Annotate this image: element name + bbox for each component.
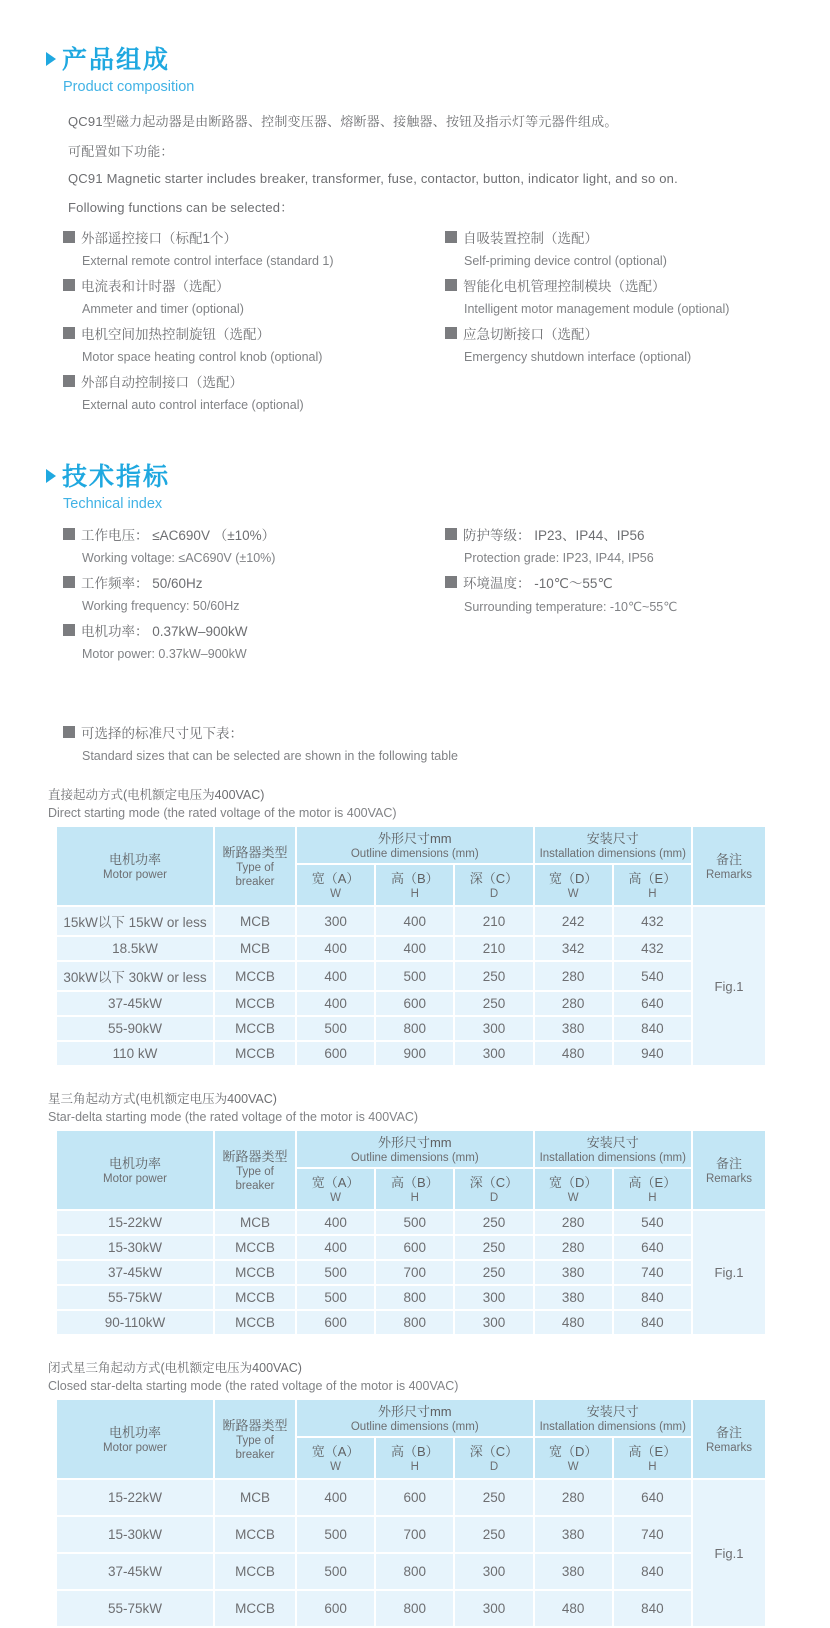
dimension-cell: 600 — [297, 1042, 374, 1065]
breaker-type-cell: MCCB — [215, 992, 295, 1015]
dimension-cell: 300 — [455, 1286, 532, 1309]
list-item — [63, 524, 445, 565]
dimension-cell: 400 — [297, 1211, 374, 1234]
feature-label-en: Self-priming device control (optional) — [464, 254, 667, 268]
dimension-cell: 500 — [297, 1554, 374, 1589]
dimension-cell: 300 — [455, 1311, 532, 1334]
table-title-cn: 闭式星三角起动方式(电机额定电压为400VAC) — [48, 1361, 302, 1375]
motor-power-cell: 55-75kW — [57, 1591, 213, 1626]
motor-power-cell: 90-110kW — [57, 1311, 213, 1334]
header-breaker-type: 断路器类型 Type of breaker — [215, 827, 295, 905]
motor-power-cell: 15-22kW — [57, 1480, 213, 1515]
table-row — [57, 1286, 765, 1309]
header-remarks: 备注 Remarks — [693, 1131, 765, 1209]
list-item — [445, 275, 827, 316]
motor-power-cell: 15-30kW — [57, 1236, 213, 1259]
dimension-cell: 400 — [297, 1480, 374, 1515]
table-row — [57, 937, 765, 960]
dimension-cell: 640 — [614, 1480, 691, 1515]
feature-label-en: Intelligent motor management module (optional) — [464, 302, 730, 316]
table-row — [57, 1261, 765, 1284]
header-outline-dimensions: 外形尺寸mm Outline dimensions (mm) — [297, 827, 533, 863]
spec-label-en: Working voltage: ≤AC690V (±10%) — [82, 551, 276, 565]
dimension-cell: 800 — [376, 1311, 453, 1334]
motor-power-cell: 15kW以下 15kW or less — [57, 907, 213, 935]
list-item — [445, 227, 827, 268]
table-header — [57, 827, 765, 905]
dimension-cell: 280 — [535, 1211, 612, 1234]
dimension-cell: 300 — [455, 1017, 532, 1040]
table-row — [57, 1236, 765, 1259]
standard-sizes-note — [63, 722, 830, 763]
dimension-cell: 280 — [535, 992, 612, 1015]
note-en: Standard sizes that can be selected are shown in the following table — [82, 749, 458, 763]
size-table-section-closed-star-delta — [48, 1358, 830, 1628]
dimension-cell: 300 — [297, 907, 374, 935]
feature-label-cn: 电流表和计时器（选配） — [81, 279, 230, 294]
table-title-en: Closed star-delta starting mode (the rated voltage of the motor is 400VAC) — [48, 1379, 459, 1393]
list-item — [63, 227, 445, 268]
breaker-type-cell: MCB — [215, 1480, 295, 1515]
note-cn: 可选择的标准尺寸见下表： — [81, 726, 243, 741]
spec-label-cn: 工作电压： ≤AC690V （±10%） — [81, 528, 276, 543]
table-row — [57, 1042, 765, 1065]
dimension-cell: 600 — [376, 1480, 453, 1515]
list-item — [445, 323, 827, 364]
size-table-section-direct — [48, 785, 830, 1067]
dimension-cell: 800 — [376, 1286, 453, 1309]
breaker-type-cell: MCCB — [215, 962, 295, 990]
header-outline-dimensions: 外形尺寸mm Outline dimensions (mm) — [297, 1400, 533, 1436]
header-motor-power: 电机功率 Motor power — [57, 1400, 213, 1478]
feature-label-cn: 智能化电机管理控制模块（选配） — [463, 279, 666, 294]
feature-label-cn: 应急切断接口（选配） — [463, 327, 598, 342]
dimension-cell: 500 — [297, 1261, 374, 1284]
dimension-cell: 242 — [535, 907, 612, 935]
arrow-right-icon — [46, 52, 56, 66]
dimension-cell: 800 — [376, 1591, 453, 1626]
dimension-cell: 400 — [297, 992, 374, 1015]
dimension-cell: 250 — [455, 1211, 532, 1234]
motor-power-cell: 55-75kW — [57, 1286, 213, 1309]
table-body — [57, 1480, 765, 1626]
table-header — [57, 1400, 765, 1478]
section-product-composition — [0, 40, 830, 419]
dimension-cell: 940 — [614, 1042, 691, 1065]
spec-column-left — [63, 524, 445, 668]
dimension-cell: 250 — [455, 992, 532, 1015]
list-item — [63, 275, 445, 316]
dimension-cell: 380 — [535, 1261, 612, 1284]
section-title-en: Product composition — [63, 79, 195, 95]
size-table-section-star-delta — [48, 1089, 830, 1336]
table-header — [57, 1131, 765, 1209]
section-technical-index — [0, 457, 830, 668]
header-height-e: 高（E） H — [614, 1438, 691, 1478]
feature-label-cn: 外部自动控制接口（选配） — [81, 375, 243, 390]
dimension-cell: 380 — [535, 1517, 612, 1552]
header-remarks: 备注 Remarks — [693, 827, 765, 905]
table-body — [57, 907, 765, 1065]
size-table — [55, 1129, 767, 1336]
dimension-cell: 300 — [455, 1591, 532, 1626]
dimension-cell: 740 — [614, 1261, 691, 1284]
dimension-cell: 500 — [376, 962, 453, 990]
motor-power-cell: 15-30kW — [57, 1517, 213, 1552]
motor-power-cell: 18.5kW — [57, 937, 213, 960]
header-installation-dimensions: 安装尺寸 Installation dimensions (mm) — [535, 1131, 691, 1167]
feature-label-en: External auto control interface (optional) — [82, 398, 304, 412]
dimension-cell: 840 — [614, 1286, 691, 1309]
breaker-type-cell: MCCB — [215, 1261, 295, 1284]
feature-column-right — [445, 227, 827, 419]
intro-line: 可配置如下功能： — [68, 144, 174, 159]
list-item — [63, 572, 445, 613]
dimension-cell: 740 — [614, 1517, 691, 1552]
breaker-type-cell: MCCB — [215, 1042, 295, 1065]
table-row — [57, 1311, 765, 1334]
table-row — [57, 1591, 765, 1626]
square-bullet-icon — [63, 231, 75, 243]
size-table — [55, 1398, 767, 1628]
dimension-cell: 210 — [455, 937, 532, 960]
table-body — [57, 1211, 765, 1334]
spec-label-cn: 防护等级： IP23、IP44、IP56 — [463, 528, 645, 543]
header-depth-c: 深（C） D — [455, 1169, 532, 1209]
dimension-cell: 280 — [535, 1236, 612, 1259]
header-installation-dimensions: 安装尺寸 Installation dimensions (mm) — [535, 827, 691, 863]
breaker-type-cell: MCCB — [215, 1286, 295, 1309]
header-width-d: 宽（D） W — [535, 1169, 612, 1209]
feature-label-cn: 电机空间加热控制旋钮（选配） — [81, 327, 270, 342]
header-width-a: 宽（A） W — [297, 865, 374, 905]
dimension-cell: 250 — [455, 962, 532, 990]
arrow-right-icon — [46, 469, 56, 483]
dimension-cell: 900 — [376, 1042, 453, 1065]
table-row — [57, 1480, 765, 1515]
dimension-cell: 280 — [535, 1480, 612, 1515]
dimension-cell: 380 — [535, 1286, 612, 1309]
feature-label-en: Motor space heating control knob (optional) — [82, 350, 323, 364]
table-row — [57, 1554, 765, 1589]
square-bullet-icon — [445, 327, 457, 339]
spec-label-cn: 电机功率： 0.37kW–900kW — [81, 624, 248, 639]
spec-label-cn: 环境温度： -10℃～55℃ — [463, 576, 613, 591]
dimension-cell: 432 — [614, 907, 691, 935]
header-depth-c: 深（C） D — [455, 1438, 532, 1478]
dimension-cell: 840 — [614, 1554, 691, 1589]
section-title-cn: 技术指标 — [62, 463, 171, 491]
breaker-type-cell: MCCB — [215, 1017, 295, 1040]
dimension-cell: 342 — [535, 937, 612, 960]
dimension-cell: 800 — [376, 1017, 453, 1040]
header-height-e: 高（E） H — [614, 865, 691, 905]
dimension-cell: 840 — [614, 1017, 691, 1040]
header-width-a: 宽（A） W — [297, 1169, 374, 1209]
dimension-cell: 500 — [297, 1517, 374, 1552]
dimension-cell: 840 — [614, 1311, 691, 1334]
section-title-cn: 产品组成 — [62, 46, 171, 74]
spec-label-en: Protection grade: IP23, IP44, IP56 — [464, 551, 654, 565]
spec-label-en: Motor power: 0.37kW–900kW — [82, 647, 247, 661]
dimension-cell: 480 — [535, 1042, 612, 1065]
feature-column-left — [63, 227, 445, 419]
dimension-cell: 300 — [455, 1042, 532, 1065]
dimension-cell: 400 — [297, 962, 374, 990]
table-title-cn: 直接起动方式(电机额定电压为400VAC) — [48, 788, 265, 802]
spec-label-en: Working frequency: 50/60Hz — [82, 599, 240, 613]
dimension-cell: 300 — [455, 1554, 532, 1589]
remarks-cell: Fig.1 — [693, 907, 765, 1065]
square-bullet-icon — [63, 576, 75, 588]
table-row — [57, 992, 765, 1015]
square-bullet-icon — [63, 279, 75, 291]
table-row — [57, 907, 765, 935]
motor-power-cell: 37-45kW — [57, 992, 213, 1015]
dimension-cell: 840 — [614, 1591, 691, 1626]
dimension-cell: 480 — [535, 1311, 612, 1334]
dimension-cell: 800 — [376, 1554, 453, 1589]
square-bullet-icon — [63, 726, 75, 738]
square-bullet-icon — [63, 624, 75, 636]
square-bullet-icon — [445, 576, 457, 588]
dimension-cell: 600 — [297, 1591, 374, 1626]
header-motor-power: 电机功率 Motor power — [57, 1131, 213, 1209]
breaker-type-cell: MCCB — [215, 1591, 295, 1626]
table-title-cn: 星三角起动方式(电机额定电压为400VAC) — [48, 1092, 277, 1106]
table-row — [57, 1517, 765, 1552]
square-bullet-icon — [63, 327, 75, 339]
dimension-cell: 500 — [297, 1017, 374, 1040]
dimension-cell: 400 — [297, 1236, 374, 1259]
dimension-cell: 250 — [455, 1517, 532, 1552]
list-item — [63, 323, 445, 364]
table-row — [57, 1211, 765, 1234]
breaker-type-cell: MCCB — [215, 1236, 295, 1259]
feature-label-cn: 外部遥控接口（标配1个） — [81, 231, 238, 246]
dimension-cell: 500 — [376, 1211, 453, 1234]
remarks-cell: Fig.1 — [693, 1211, 765, 1334]
breaker-type-cell: MCCB — [215, 1311, 295, 1334]
spec-lists — [63, 524, 830, 668]
header-width-d: 宽（D） W — [535, 865, 612, 905]
breaker-type-cell: MCB — [215, 1211, 295, 1234]
section-heading — [46, 40, 830, 76]
motor-power-cell: 37-45kW — [57, 1261, 213, 1284]
breaker-type-cell: MCB — [215, 937, 295, 960]
header-outline-dimensions: 外形尺寸mm Outline dimensions (mm) — [297, 1131, 533, 1167]
breaker-type-cell: MCCB — [215, 1517, 295, 1552]
motor-power-cell: 110 kW — [57, 1042, 213, 1065]
feature-label-en: Ammeter and timer (optional) — [82, 302, 244, 316]
spec-label-cn: 工作频率： 50/60Hz — [81, 576, 203, 591]
dimension-cell: 210 — [455, 907, 532, 935]
dimension-cell: 280 — [535, 962, 612, 990]
square-bullet-icon — [63, 375, 75, 387]
header-breaker-type: 断路器类型 Type of breaker — [215, 1400, 295, 1478]
feature-label-en: Emergency shutdown interface (optional) — [464, 350, 692, 364]
dimension-cell: 380 — [535, 1554, 612, 1589]
size-table — [55, 825, 767, 1067]
intro-paragraphs — [68, 111, 830, 216]
list-item — [63, 371, 445, 412]
dimension-cell: 400 — [376, 937, 453, 960]
dimension-cell: 700 — [376, 1517, 453, 1552]
list-item — [63, 620, 445, 661]
header-depth-c: 深（C） D — [455, 865, 532, 905]
dimension-cell: 250 — [455, 1236, 532, 1259]
motor-power-cell: 37-45kW — [57, 1554, 213, 1589]
dimension-cell: 640 — [614, 1236, 691, 1259]
motor-power-cell: 55-90kW — [57, 1017, 213, 1040]
header-width-a: 宽（A） W — [297, 1438, 374, 1478]
dimension-cell: 480 — [535, 1591, 612, 1626]
header-height-b: 高（B） H — [376, 1438, 453, 1478]
header-motor-power: 电机功率 Motor power — [57, 827, 213, 905]
feature-lists — [63, 227, 830, 419]
section-title-en: Technical index — [63, 496, 163, 512]
header-installation-dimensions: 安装尺寸 Installation dimensions (mm) — [535, 1400, 691, 1436]
dimension-cell: 250 — [455, 1261, 532, 1284]
intro-line: QC91型磁力起动器是由断路器、控制变压器、熔断器、接触器、按钮及指示灯等元器件组成。 — [68, 114, 618, 129]
intro-line: Following functions can be selected： — [68, 200, 294, 215]
spec-column-right — [445, 524, 827, 668]
dimension-cell: 600 — [376, 992, 453, 1015]
square-bullet-icon — [445, 279, 457, 291]
header-height-b: 高（B） H — [376, 1169, 453, 1209]
dimension-cell: 600 — [376, 1236, 453, 1259]
square-bullet-icon — [63, 528, 75, 540]
dimension-cell: 432 — [614, 937, 691, 960]
table-title-en: Star-delta starting mode (the rated voltage of the motor is 400VAC) — [48, 1110, 419, 1124]
feature-label-en: External remote control interface (standard 1) — [82, 254, 334, 268]
dimension-cell: 380 — [535, 1017, 612, 1040]
header-height-b: 高（B） H — [376, 865, 453, 905]
list-item — [445, 524, 827, 565]
header-width-d: 宽（D） W — [535, 1438, 612, 1478]
table-row — [57, 962, 765, 990]
header-breaker-type: 断路器类型 Type of breaker — [215, 1131, 295, 1209]
dimension-cell: 250 — [455, 1480, 532, 1515]
list-item — [445, 572, 827, 614]
section-heading — [46, 457, 830, 493]
dimension-cell: 700 — [376, 1261, 453, 1284]
dimension-cell: 500 — [297, 1286, 374, 1309]
dimension-cell: 540 — [614, 1211, 691, 1234]
dimension-cell: 640 — [614, 992, 691, 1015]
dimension-cell: 600 — [297, 1311, 374, 1334]
remarks-cell: Fig.1 — [693, 1480, 765, 1626]
dimension-cell: 540 — [614, 962, 691, 990]
spec-label-en: Surrounding temperature: -10℃~55℃ — [464, 600, 678, 614]
breaker-type-cell: MCCB — [215, 1554, 295, 1589]
table-title-en: Direct starting mode (the rated voltage of the motor is 400VAC) — [48, 806, 397, 820]
motor-power-cell: 30kW以下 30kW or less — [57, 962, 213, 990]
motor-power-cell: 15-22kW — [57, 1211, 213, 1234]
dimension-cell: 400 — [376, 907, 453, 935]
breaker-type-cell: MCB — [215, 907, 295, 935]
header-height-e: 高（E） H — [614, 1169, 691, 1209]
table-row — [57, 1017, 765, 1040]
square-bullet-icon — [445, 231, 457, 243]
header-remarks: 备注 Remarks — [693, 1400, 765, 1478]
feature-label-cn: 自吸装置控制（选配） — [463, 231, 598, 246]
dimension-cell: 400 — [297, 937, 374, 960]
intro-line: QC91 Magnetic starter includes breaker, transformer, fuse, contactor, button, indicator light, and so on. — [68, 171, 678, 186]
square-bullet-icon — [445, 528, 457, 540]
